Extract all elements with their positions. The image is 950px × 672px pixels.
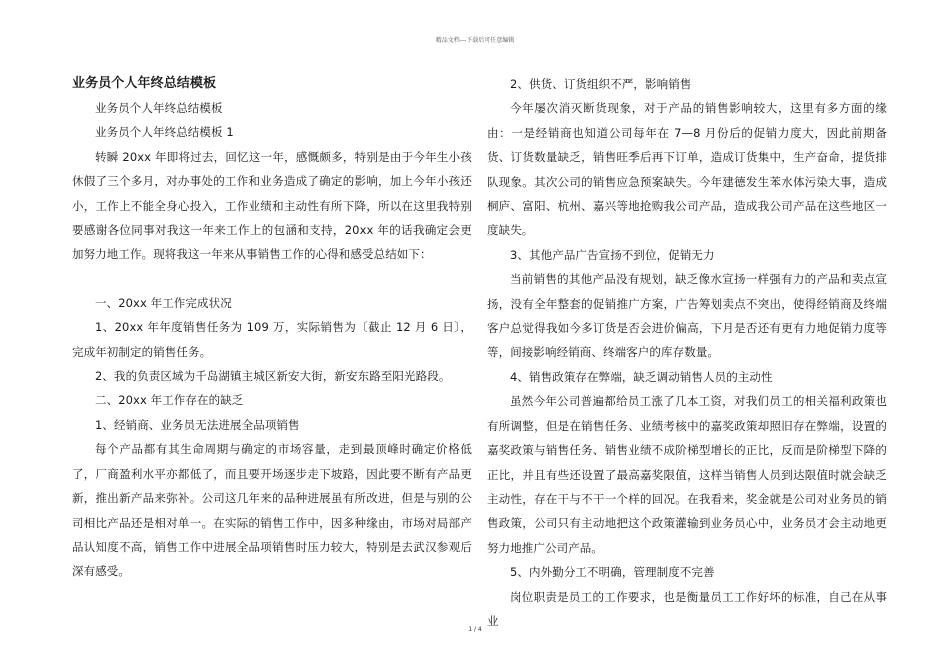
- section-heading: 二、20xx 年工作存在的缺乏: [95, 393, 244, 408]
- section-heading: 一、20xx 年工作完成状况: [95, 295, 232, 310]
- left-column: [72, 72, 472, 584]
- paragraph: 业务员个人年终总结模板: [95, 101, 223, 115]
- paragraph: 1、20xx 年年度销售任务为 109 万，实际销售为〔截止 12 月 6 日〕，完成年初制定的销售任务。: [72, 320, 472, 359]
- page-number: 1 / 4: [468, 626, 482, 633]
- paragraph: 当前销售的其他产品没有规划，缺乏像水宣扬一样强有力的产品和卖点宣扬，没有全年整套的促销推广方案，广告筹划卖点不突出，使得经销商及终端客户总觉得我如今多订货是否会进价偏高，下月是否还有更有力地促销力度等等，间接影响经销商、终端客户的库存数量。: [487, 272, 887, 360]
- subsection-heading: 2、供货、订货组织不严，影响销售: [510, 77, 692, 91]
- paragraph: 2、我的负责区域为千岛湖镇主城区新安大街，新安东路至阳光路段。: [95, 369, 451, 384]
- right-column: [487, 72, 887, 633]
- subsection-heading: 4、销售政策存在弊端，缺乏调动销售人员的主动性: [510, 369, 773, 384]
- subsection-heading: 1、经销商、业务员无法进展全品项销售: [95, 417, 300, 432]
- document-title: 业务员个人年终总结模板: [72, 76, 217, 91]
- paragraph: 虽然今年公司普遍都给员工涨了几本工资，对我们员工的相关福利政策也有所调整，但是在销售任务、业绩考核中的嘉奖政策却照旧存在弊端，设置的嘉奖政策与销售任务、销售业绩不成阶梯型增长的正比，反而是阶梯型下降的正比，并且有些还设置了最高嘉奖限值，这样当销售人员到达限值时就会缺乏主动性，存在干与不干一个样的回况。在我看来，奖金就是公司对业务员的销售政策，公司只有主动地把这个政策灌输到业务员心中，业务员才会主动地更努力地推广公司产品。: [487, 394, 887, 555]
- subsection-heading: 3、其他产品广告宣扬不到位，促销无力: [510, 247, 715, 262]
- page-header-note: 精品文档---下载后可任意编辑: [435, 37, 515, 44]
- blank-line: [72, 267, 472, 291]
- paragraph: 岗位职责是员工的工作要求，也是衡量员工工作好坏的标准，自己在从事业: [487, 589, 887, 628]
- paragraph: 每个产品都有其生命周期与确定的市场容量，走到最顶峰时确定价格低了，厂商盈利水平亦都低了，而且要开场逐步走下坡路，因此要不断有产品更新，推出新产品来弥补。公司这几年来的品种进展虽有所改进，但是与别的公司相比产品还是相对单一。在实际的销售工作中，因多种缘由，市场对局部产品认知度不高，销售工作中进展全品项销售时压力较大，特别是去武汉参观后深有感受。: [72, 442, 472, 579]
- paragraph: 转瞬 20xx 年即将过去，回忆这一年，感慨颇多，特别是由于今年生小孩休假了三个多月，对办事处的工作和业务造成了确定的影响，加上今年小孩还小，工作上不能全身心投入，工作业绩和主动性有所下降，所以在这里我特别要感谢各位同事对我这一年来工作上的包涵和支持，20xx 年的话我确定会更加努力地工作。现将我这一年来从事销售工作的心得和感受总结如下：: [72, 149, 472, 262]
- subsection-heading: 5、内外勤分工不明确，管理制度不完善: [510, 565, 715, 580]
- paragraph: 今年屡次消灭断货现象，对于产品的销售影响较大，这里有多方面的缘由：一是经销商也知道公司每年在 7—8 月份后的促销力度大，因此前期备货、订货数量缺乏，销售旺季后再下订单，造成订货集中，生产奋命，提货排队现象。其次公司的销售应急预案缺失。今年建德发生苯水体污染大事，造成桐庐、富阳、杭州、嘉兴等地抢购我公司产品，造成我公司产品在这些地区一度缺失。: [487, 101, 887, 238]
- paragraph: 业务员个人年终总结模板 1: [95, 125, 234, 140]
